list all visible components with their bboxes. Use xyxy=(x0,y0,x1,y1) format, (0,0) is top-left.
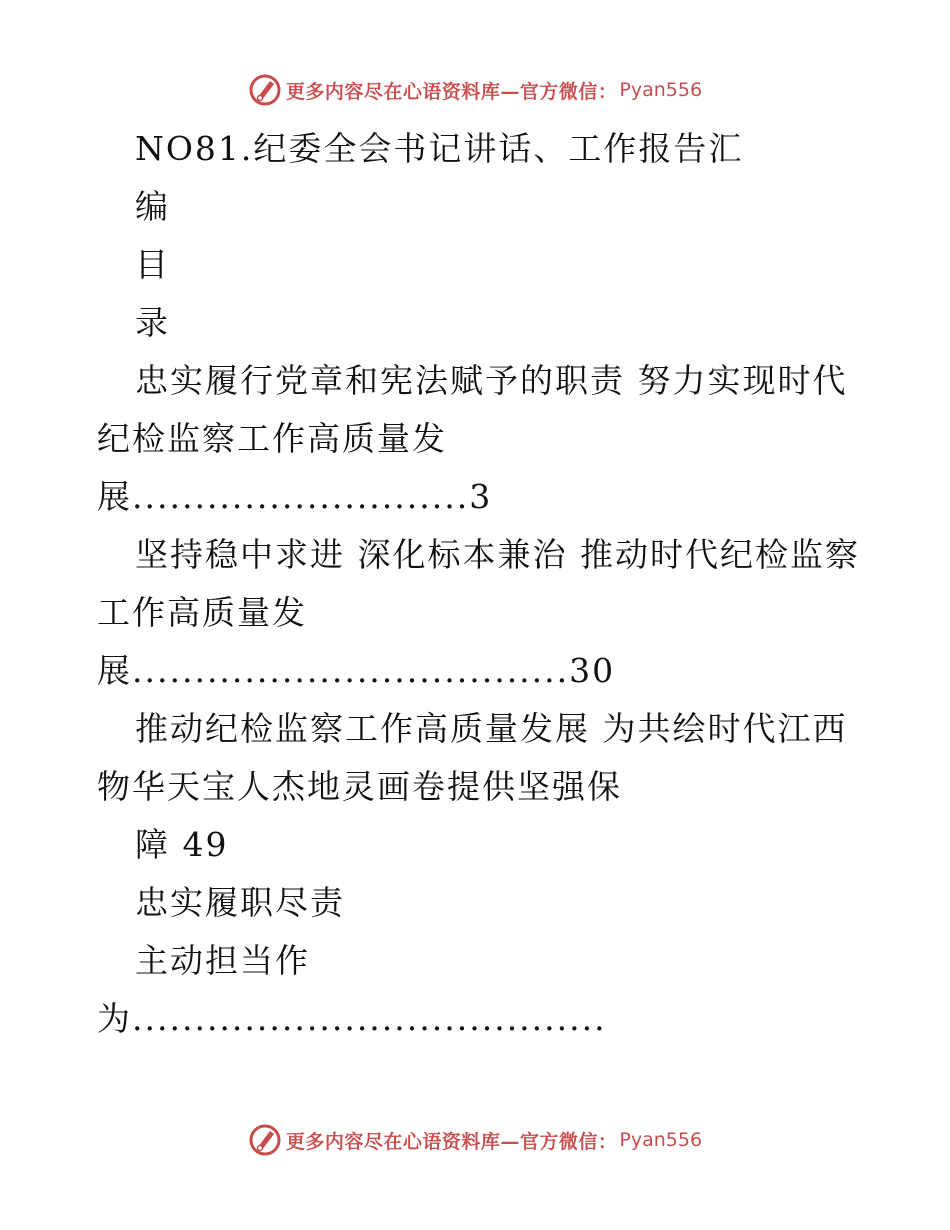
banner-wechat-id: Pyan556 xyxy=(619,1129,703,1151)
toc-entry-4-line-1: 忠实履职尽责 xyxy=(135,883,345,922)
banner-wechat-id: Pyan556 xyxy=(619,79,703,101)
toc-entry-3-page: 障 49 xyxy=(135,825,229,864)
toc-entry-2-page: 展...................................30 xyxy=(97,651,616,690)
toc-entry-3-line-1: 推动纪检监察工作高质量发展 为共绘时代江西 xyxy=(135,709,848,748)
toc-entry-1-line-2: 纪检监察工作高质量发 xyxy=(97,419,447,458)
banner-text: 更多内容尽在心语资料库—官方微信： xyxy=(285,1130,618,1153)
toc-entry-2-line-2: 工作高质量发 xyxy=(97,593,307,632)
brand-logo-icon xyxy=(248,73,282,107)
toc-entry-3-line-2: 物华天宝人杰地灵画卷提供坚强保 xyxy=(97,767,622,806)
document-body xyxy=(97,120,877,1048)
banner-text: 更多内容尽在心语资料库—官方微信： xyxy=(285,80,618,103)
toc-entry-2-line-1: 坚持稳中求进 深化标本兼治 推动时代纪检监察 xyxy=(135,535,860,574)
toc-heading-char-2: 录 xyxy=(135,303,170,342)
toc-heading-char-1: 目 xyxy=(135,245,170,284)
doc-title-line-cont: 编 xyxy=(135,187,170,226)
toc-entry-1-line-1: 忠实履行党章和宪法赋予的职责 努力实现时代 xyxy=(135,361,848,400)
toc-entry-1-page: 展...........................3 xyxy=(97,477,493,516)
brand-logo-icon xyxy=(248,1123,282,1157)
doc-title-line: NO81.纪委全会书记讲话、工作报告汇 xyxy=(135,129,744,168)
toc-entry-4-page: 为...................................... xyxy=(97,999,607,1038)
header-watermark-banner xyxy=(0,70,950,110)
footer-watermark-banner xyxy=(0,1120,950,1160)
toc-entry-4-line-2: 主动担当作 xyxy=(135,941,310,980)
